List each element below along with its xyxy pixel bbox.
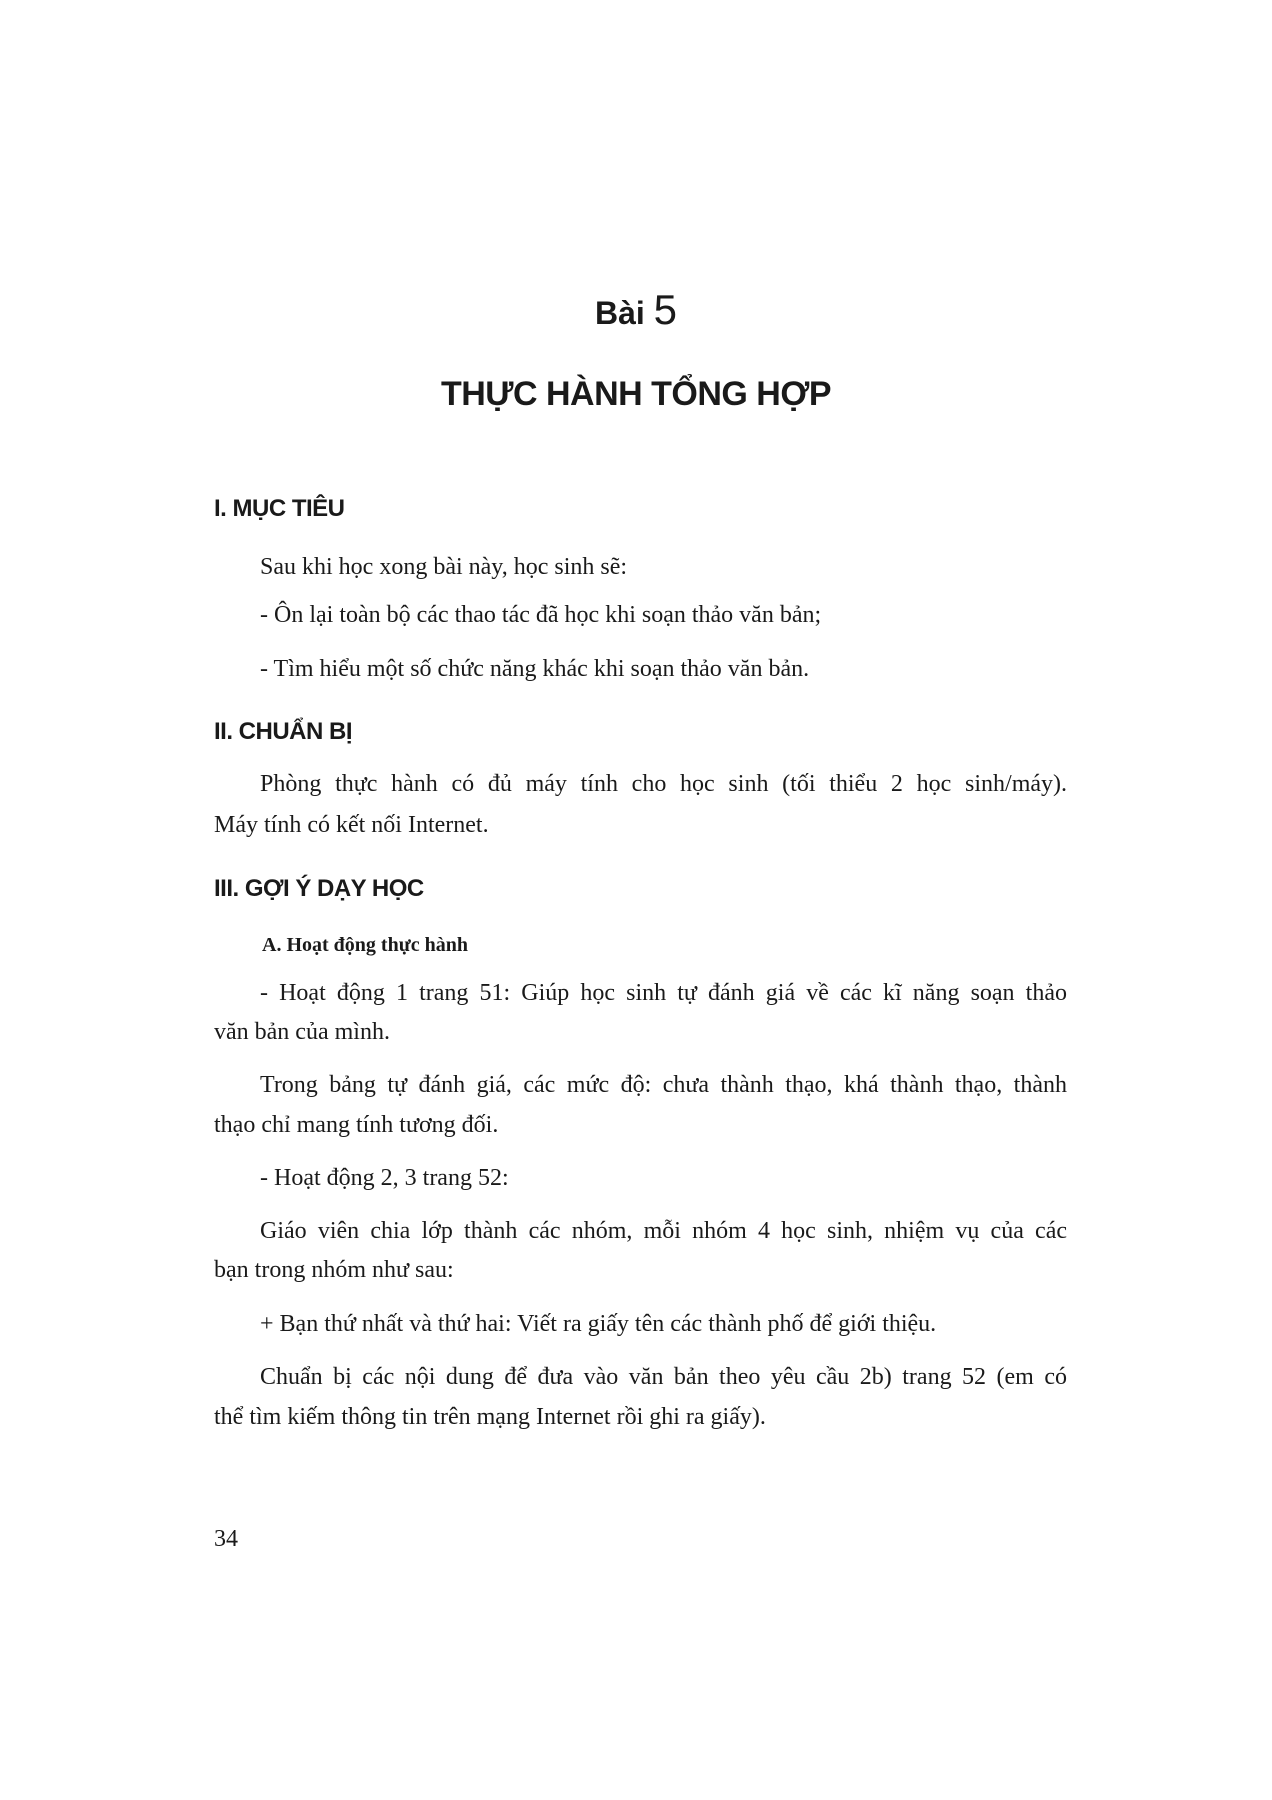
page-title: THỰC HÀNH TỔNG HỢP [440,375,832,413]
paragraph-line: Giáo viên chia lớp thành các nhóm, mỗi nhóm 4 học sinh, nhiệm vụ của các [260,1218,1067,1244]
paragraph-line: văn bản của mình. [214,1019,390,1045]
section-heading-objectives: I. MỤC TIÊU [214,495,345,522]
paragraph-line: + Bạn thứ nhất và thứ hai: Viết ra giấy tên các thành phố để giới thiệu. [260,1311,937,1337]
lesson-label [0,288,1272,335]
paragraph-line: Máy tính có kết nối Internet. [214,812,489,838]
lesson-word: Bài [594,295,645,331]
paragraph-line: Sau khi học xong bài này, học sinh sẽ: [260,554,628,580]
paragraph-line: Chuẩn bị các nội dung để đưa vào văn bản theo yêu cầu 2b) trang 52 (em có [260,1364,1067,1390]
paragraph-line: - Ôn lại toàn bộ các thao tác đã học khi soạn thảo văn bản; [260,602,822,628]
section-heading-preparation: II. CHUẨN BỊ [214,718,352,745]
paragraph-line: - Hoạt động 1 trang 51: Giúp học sinh tự đánh giá về các kĩ năng soạn thảo [260,980,1067,1006]
paragraph-line: thạo chỉ mang tính tương đối. [214,1112,499,1138]
page-number: 34 [214,1526,238,1552]
paragraph-line: Phòng thực hành có đủ máy tính cho học sinh (tối thiểu 2 học sinh/máy). [260,771,1067,797]
paragraph-line: bạn trong nhóm như sau: [214,1257,454,1283]
subsection-heading: A. Hoạt động thực hành [262,934,468,956]
paragraph-line: - Tìm hiểu một số chức năng khác khi soạn thảo văn bản. [260,656,810,682]
paragraph-line: Trong bảng tự đánh giá, các mức độ: chưa thành thạo, khá thành thạo, thành [260,1072,1067,1098]
lesson-number: 5 [653,286,678,333]
paragraph-line: - Hoạt động 2, 3 trang 52: [260,1165,509,1191]
paragraph-line: thể tìm kiếm thông tin trên mạng Internet rồi ghi ra giấy). [214,1404,766,1430]
section-heading-teaching: III. GỢI Ý DẠY HỌC [214,875,424,902]
